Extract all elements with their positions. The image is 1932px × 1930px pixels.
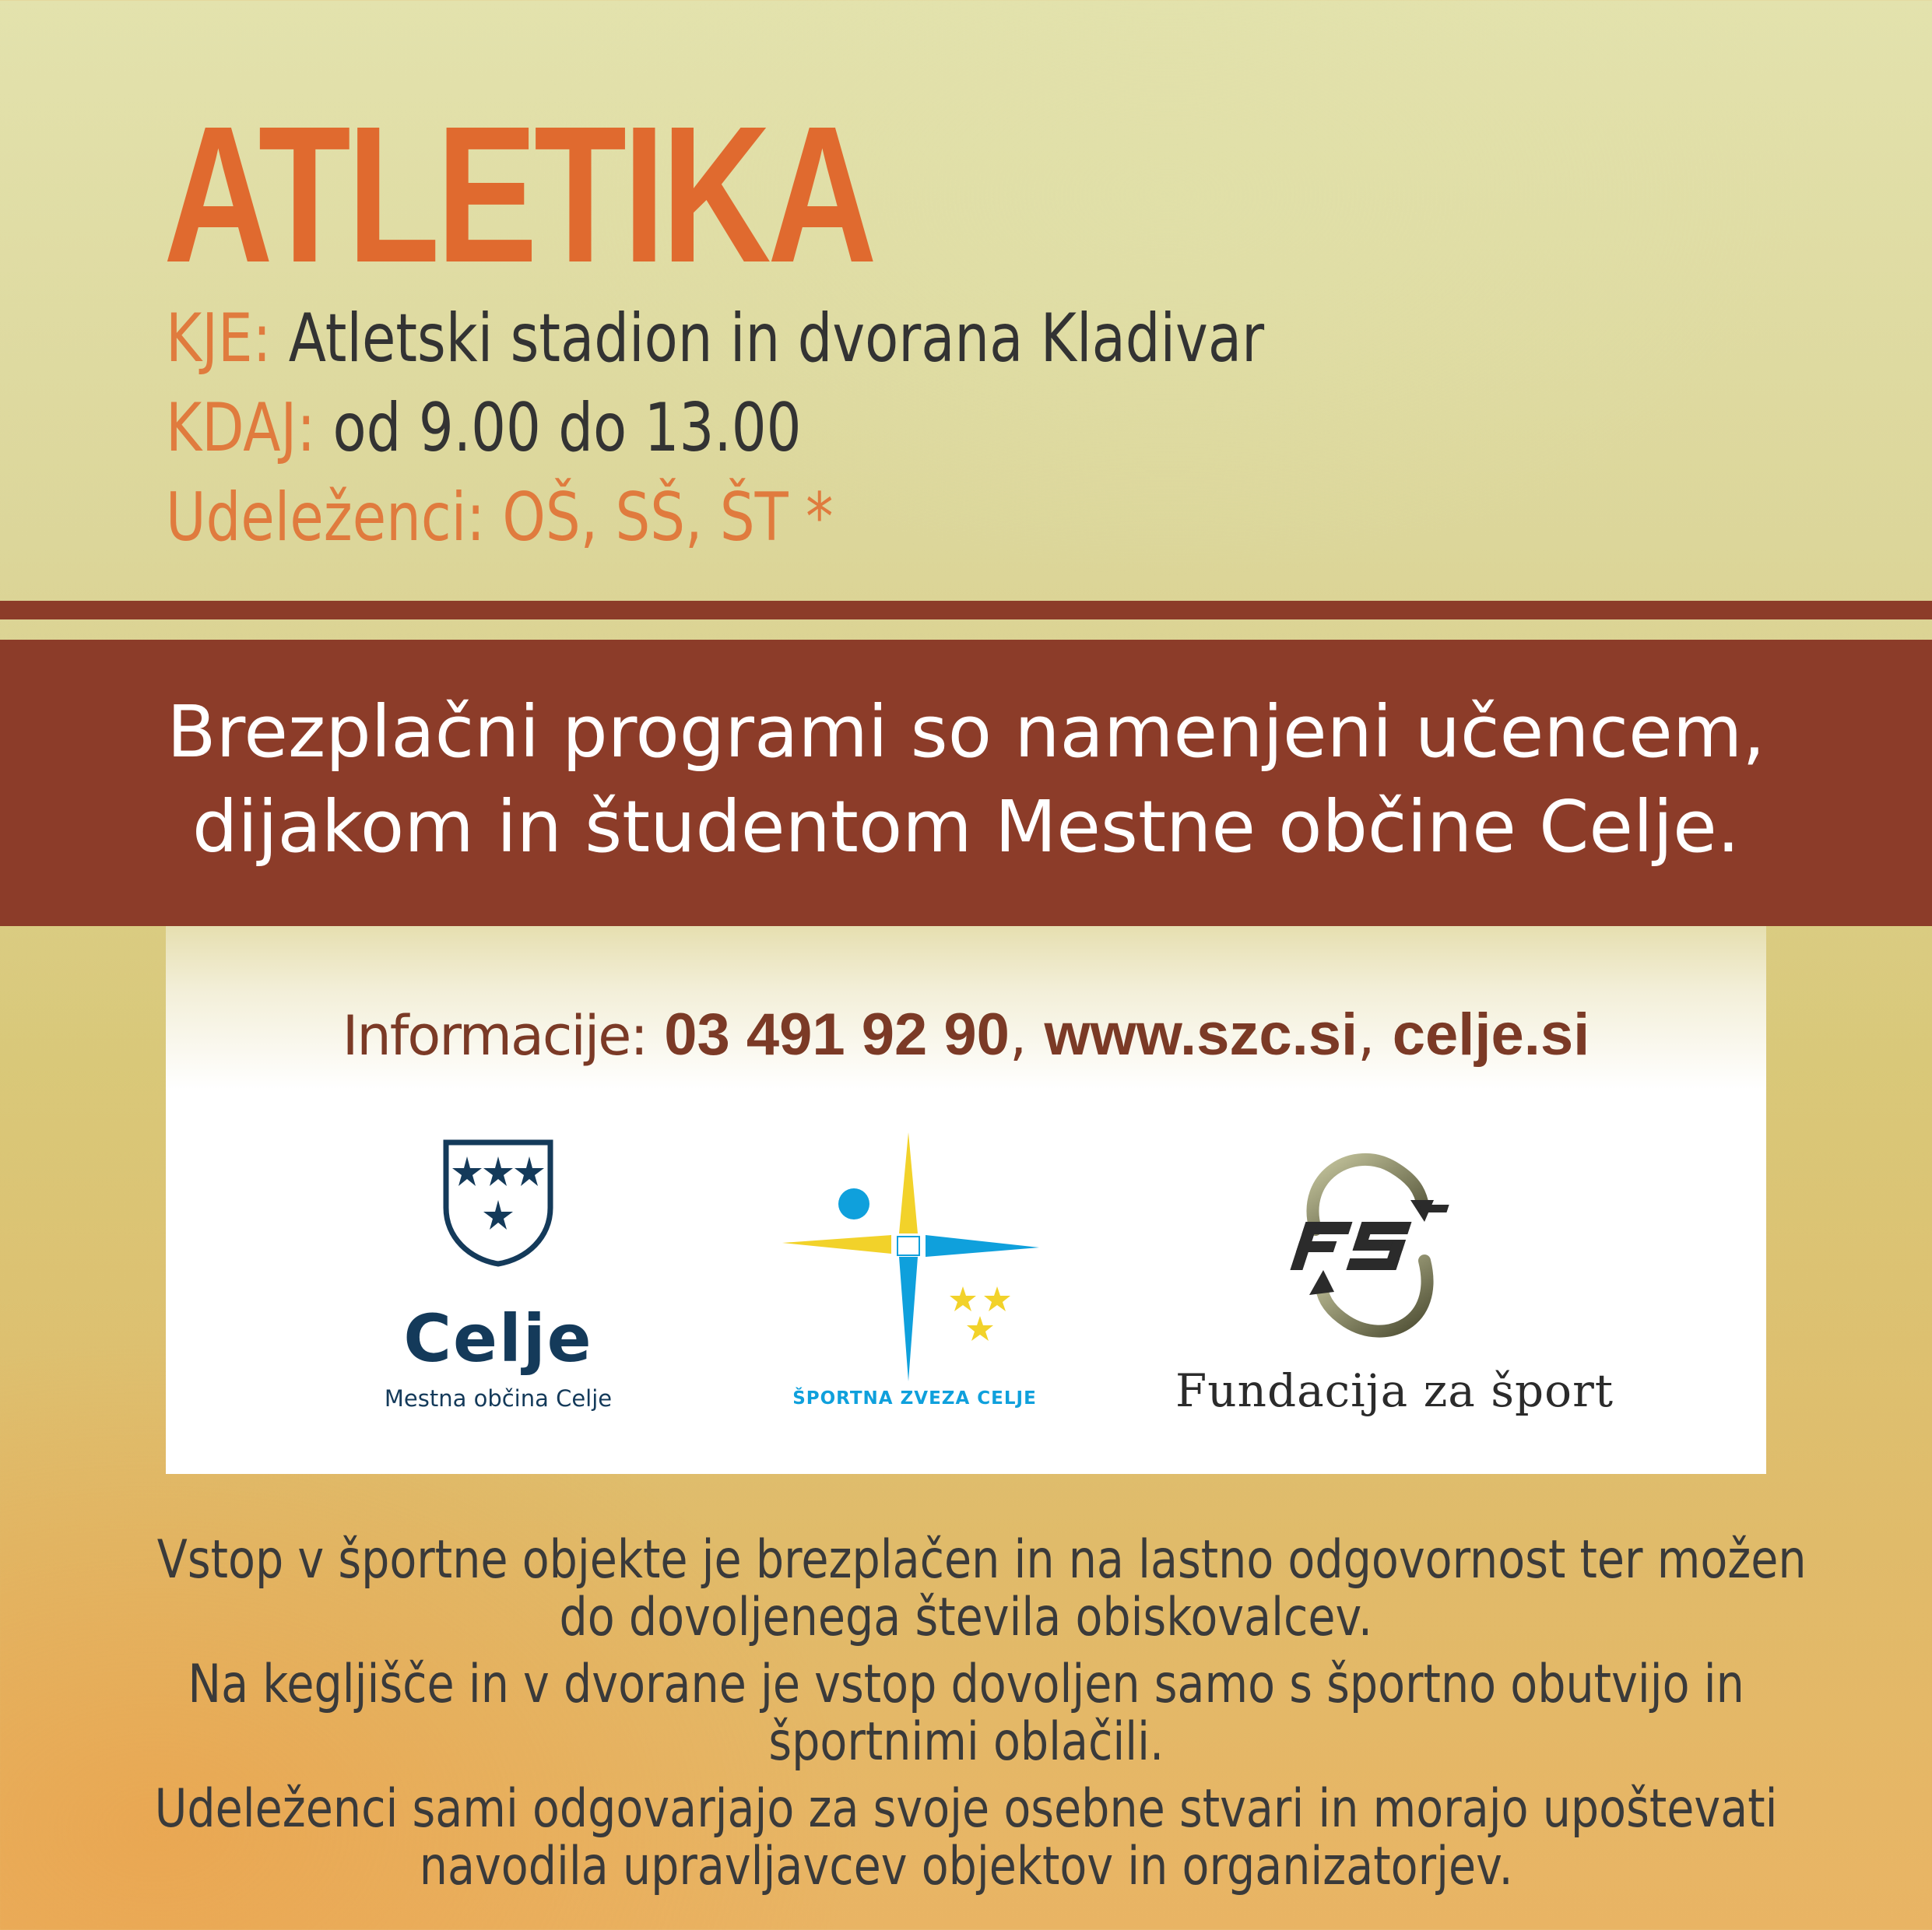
note-line: Na kegljišče in v dvorane je vstop dovoljen samo s športno obutvijo in: [188, 1654, 1744, 1715]
time-line: [166, 389, 802, 467]
contact-label: Informacije:: [342, 1004, 647, 1068]
notes-section: [0, 1529, 1932, 1905]
divider-stripe: [0, 601, 1932, 619]
time-label: KDAJ:: [166, 389, 316, 467]
contact-website-szc[interactable]: www.szc.si: [1044, 1002, 1358, 1068]
note-entry-access: [0, 1529, 1932, 1648]
note-line: Vstop v športne objekte je brezplačen in na lastno odgovornost ter možen: [156, 1529, 1807, 1591]
note-entry-responsibility: [0, 1778, 1932, 1897]
note-line: Udeleženci sami odgovarjajo za svoje osebne stvari in morajo upoštevati: [154, 1778, 1778, 1840]
banner-line-2: dijakom in študentom Mestne občine Celje.: [192, 785, 1740, 868]
celje-logo: [385, 1136, 611, 1424]
location-line: [166, 300, 1264, 377]
note-line: navodila upravljavcev objektov in organizatorjev.: [419, 1836, 1513, 1897]
banner-line-1: Brezplačni programi so namenjeni učencem,: [167, 690, 1765, 774]
free-programs-banner-text: [0, 685, 1932, 875]
participants-line: Udeleženci: OŠ, SŠ, ŠT *: [166, 479, 834, 556]
time-value: od 9.00 do 13.00: [315, 389, 802, 467]
note-entry-footwear: [0, 1656, 1932, 1771]
sport-star-figure-icon: [782, 1132, 1047, 1381]
contact-phone[interactable]: 03 491 92 90: [664, 1002, 1010, 1068]
fundacija-za-sport-logo: [1175, 1144, 1614, 1424]
celje-wordmark: Celje: [403, 1300, 593, 1377]
fs-recycle-arrows-icon: [1269, 1144, 1471, 1346]
location-label: KJE:: [166, 300, 272, 377]
celje-subtitle: Mestna občina Celje: [384, 1385, 613, 1412]
fundacija-caption: Fundacija za šport: [1175, 1364, 1614, 1417]
contact-website-celje[interactable]: celje.si: [1392, 1002, 1590, 1068]
contact-separator: ,: [1009, 1004, 1027, 1068]
note-line: športnimi oblačili.: [768, 1711, 1164, 1773]
contact-separator: ,: [1358, 1004, 1375, 1068]
sportna-zveza-caption: ŠPORTNA ZVEZA CELJE: [792, 1388, 1037, 1409]
page-title: ATLETIKA: [163, 86, 874, 303]
contact-info-line: [0, 1000, 1932, 1071]
location-value: Atletski stadion in dvorana Kladivar: [271, 300, 1265, 377]
sportna-zveza-logo: [782, 1132, 1047, 1420]
note-line: do dovoljenega števila obiskovalcev.: [559, 1587, 1373, 1648]
celje-coat-of-arms-icon: [440, 1136, 557, 1269]
